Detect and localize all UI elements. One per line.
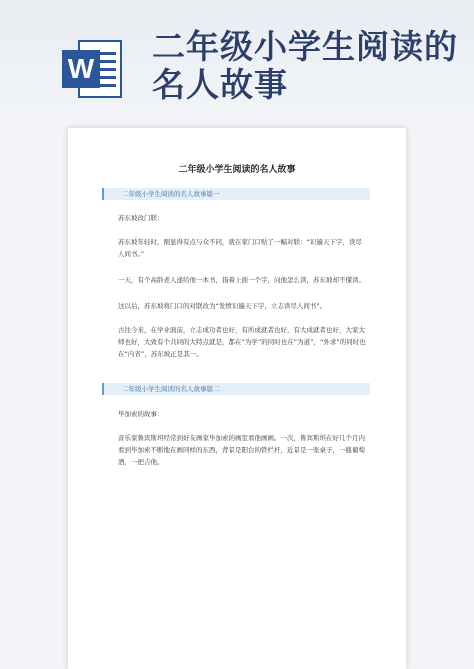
paragraph: 古往今来，在学业面前，立志成功者也好，有所成就者也好，有大成就者也好，大家大师也好，大致有个共同的大特点就是，都在“为学”的同时也在“为道”，“外求”的同时也在“内省”，苏东坡正是其一。 [118, 326, 366, 358]
section-heading-text: 二年级小学生阅读的名人故事篇一 [122, 190, 220, 198]
document-page [68, 128, 406, 669]
section-heading-1 [102, 188, 370, 200]
paragraph: 一天，有个高龄老人递给他一本书，指着上面一个字，问他怎么读，苏东坡却不懂读。 [118, 276, 365, 284]
section-heading-text: 二年级小学生阅读的名人故事篇二 [122, 385, 220, 393]
word-document-icon [62, 40, 126, 98]
banner-title: 二年级小学生阅读的名人故事 [152, 27, 458, 104]
word-letter-icon: W [62, 50, 100, 88]
paragraph: 这以后，苏东坡将门口的对联改为“发愤识遍天下字，立志读尽人间书”。 [118, 302, 327, 310]
section-heading-2 [102, 383, 370, 395]
document-title: 二年级小学生阅读的名人故事 [178, 165, 296, 175]
paragraph: 音乐家鲁宾斯坦经常到好友画家毕加索的画室看他画画。一次，鲁宾斯坦在好几个月内看到毕加索不断地在画同样的东西，背景是阳台的铁栏杆，近景是一张桌子，一瓶葡萄酒，一把吉他。 [118, 434, 365, 466]
paragraph: 苏东坡年轻时，刚显得有点与众不同，就在家门口贴了一幅对联：“识遍天下字，读尽人间书。” [118, 238, 362, 258]
banner [0, 0, 474, 118]
paragraph: 苏东坡改门联： [118, 214, 164, 222]
paragraph: 毕加索的故事： [118, 410, 164, 418]
